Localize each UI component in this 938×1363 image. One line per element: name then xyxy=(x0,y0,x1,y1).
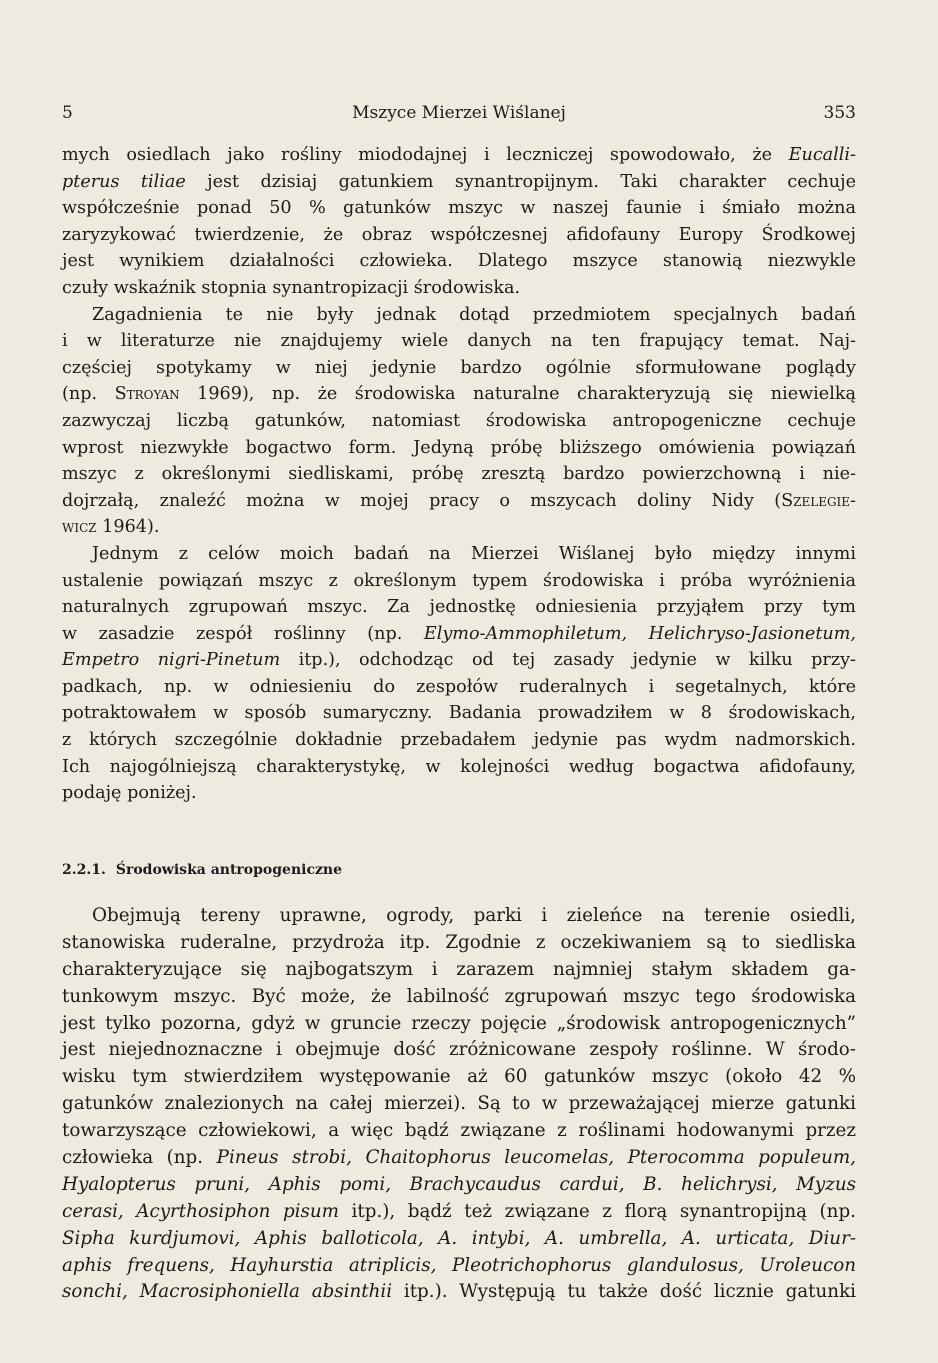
page-number: 353 xyxy=(823,103,856,123)
text-line: dojrzałą, znaleźć można w mojej pracy o mszycach doliny Nidy (Szelegie- xyxy=(62,490,856,511)
text-line: podaję poniżej. xyxy=(62,783,197,804)
text-line: sonchi, Macrosiphoniella absinthii itp.). Występują tu także dość licznie gatunki xyxy=(62,1281,857,1303)
text-line: charakteryzujące się najbogatszym i zarazem najmniej stałym składem ga- xyxy=(62,958,856,980)
text-line: człowieka (np. Pineus strobi, Chaitophorus leucomelas, Pterocomma populeum, xyxy=(62,1147,856,1169)
author-citation: Stroyan xyxy=(114,384,180,405)
text-line: Hyalopterus pruni, Aphis pomi, Brachycaudus cardui, B. helichrysi, Myzus xyxy=(62,1173,856,1195)
text-line: potraktowałem w sposób sumaryczny. Badania prowadziłem w 8 środowiskach, xyxy=(62,703,856,724)
text-line: aphis frequens, Hayhurstia atriplicis, Pleotrichophorus glandulosus, Uroleucon xyxy=(62,1254,856,1276)
running-header xyxy=(62,103,856,127)
text-line: Obejmują tereny uprawne, ogrody, parki i zieleńce na terenie osiedli, xyxy=(92,905,856,926)
section-heading xyxy=(62,862,856,878)
text-line: tunkowym mszyc. Być może, że labilność zgrupowań mszyc tego środowiska xyxy=(62,985,856,1007)
text-line: mych osiedlach jako rośliny miododajnej i leczniczej spowodowało, że Eucalli- xyxy=(62,145,856,165)
text-line: cerasi, Acyrthosiphon pisum itp.), bądź też związane z florą synantropijną (np. xyxy=(62,1200,856,1222)
text-line: jest tylko pozorna, gdyż w gruncie rzeczy pojęcie „środowisk antropogenicznych” xyxy=(62,1012,856,1034)
text-line: jest niejednoznaczne i obejmuje dość zróżnicowane zespoły roślinne. W środo- xyxy=(62,1039,856,1061)
text-line: jest wynikiem działalności człowieka. Dlatego mszyce stanowią niezwykle xyxy=(62,251,856,272)
section-number: 5 xyxy=(62,103,73,123)
text-line: pterus tiliae jest dzisiaj gatunkiem synantropijnym. Taki charakter cechuje xyxy=(62,171,856,192)
text-line: częściej spotykamy w niej jedynie bardzo ogólnie sformułowane poglądy xyxy=(62,357,856,378)
body-text-lower xyxy=(62,903,856,1306)
text-line: gatunków znalezionych na całej mierzei). Są to w przeważającej mierze gatunki xyxy=(62,1093,856,1115)
text-line: zaryzykować twierdzenie, że obraz współczesnej afidofauny Europy Środkowej xyxy=(62,224,856,245)
text-line: stanowiska ruderalne, przydroża itp. Zgodnie z oczekiwaniem są to siedliska xyxy=(62,931,856,953)
text-line: zazwyczaj liczbą gatunków, natomiast środowiska antropogeniczne cechuje xyxy=(62,410,856,431)
running-title: Mszyce Mierzei Wiślanej xyxy=(352,103,566,123)
section-heading-title: Środowiska antropogeniczne xyxy=(115,862,343,878)
text-line: wisku tym stwierdziłem występowanie aż 60 gatunków mszyc (około 42 % xyxy=(62,1066,856,1088)
section-heading-number: 2.2.1. xyxy=(62,862,106,878)
text-line: mszyc z określonymi siedliskami, próbę zresztą bardzo powierzchowną i nie- xyxy=(62,464,856,485)
author-citation: Szelegie- xyxy=(781,490,856,511)
text-line: (np. Stroyan 1969), np. że środowiska naturalne charakteryzują się niewielką xyxy=(62,384,856,405)
text-line: Jednym z celów moich badań na Mierzei Wiślanej było między innymi xyxy=(92,543,856,564)
text-line: z których szczególnie dokładnie przebadałem jedynie pas wydm nadmorskich. xyxy=(62,730,856,751)
text-line: Zagadnienia te nie były jednak dotąd przedmiotem specjalnych badań xyxy=(92,304,856,325)
text-line: padkach, np. w odniesieniu do zespołów ruderalnych i segetalnych, które xyxy=(62,676,856,697)
body-text-upper xyxy=(62,142,856,807)
text-line: wicz 1964). xyxy=(62,517,160,538)
text-line: czuły wskaźnik stopnia synantropizacji środowiska. xyxy=(62,277,521,298)
text-line: Sipha kurdjumovi, Aphis balloticola, A. intybi, A. umbrella, A. urticata, Diur- xyxy=(62,1227,856,1249)
text-line: i w literaturze nie znajdujemy wiele danych na ten frapujący temat. Naj- xyxy=(62,331,856,352)
text-line: współcześnie ponad 50 % gatunków mszyc w naszej faunie i śmiało można xyxy=(62,198,856,219)
text-line: Ich najogólniejszą charakterystykę, w kolejności według bogactwa afidofauny, xyxy=(62,756,856,777)
text-line: Empetro nigri-Pinetum itp.), odchodząc od tej zasady jedynie w kilku przy- xyxy=(62,650,856,671)
text-line: w zasadzie zespół roślinny (np. Elymo-Ammophiletum, Helichryso-Jasionetum, xyxy=(62,623,856,644)
text-line: towarzyszące człowiekowi, a więc bądź związane z roślinami hodowanymi przez xyxy=(62,1120,856,1142)
author-citation: wicz xyxy=(62,517,97,538)
text-line: ustalenie powiązań mszyc z określonym typem środowiska i próba wyróżnienia xyxy=(62,570,856,591)
text-line: naturalnych zgrupowań mszyc. Za jednostkę odniesienia przyjąłem przy tym xyxy=(62,597,856,618)
text-line: wprost niezwykłe bogactwo form. Jedyną próbę bliższego omówienia powiązań xyxy=(62,437,856,458)
